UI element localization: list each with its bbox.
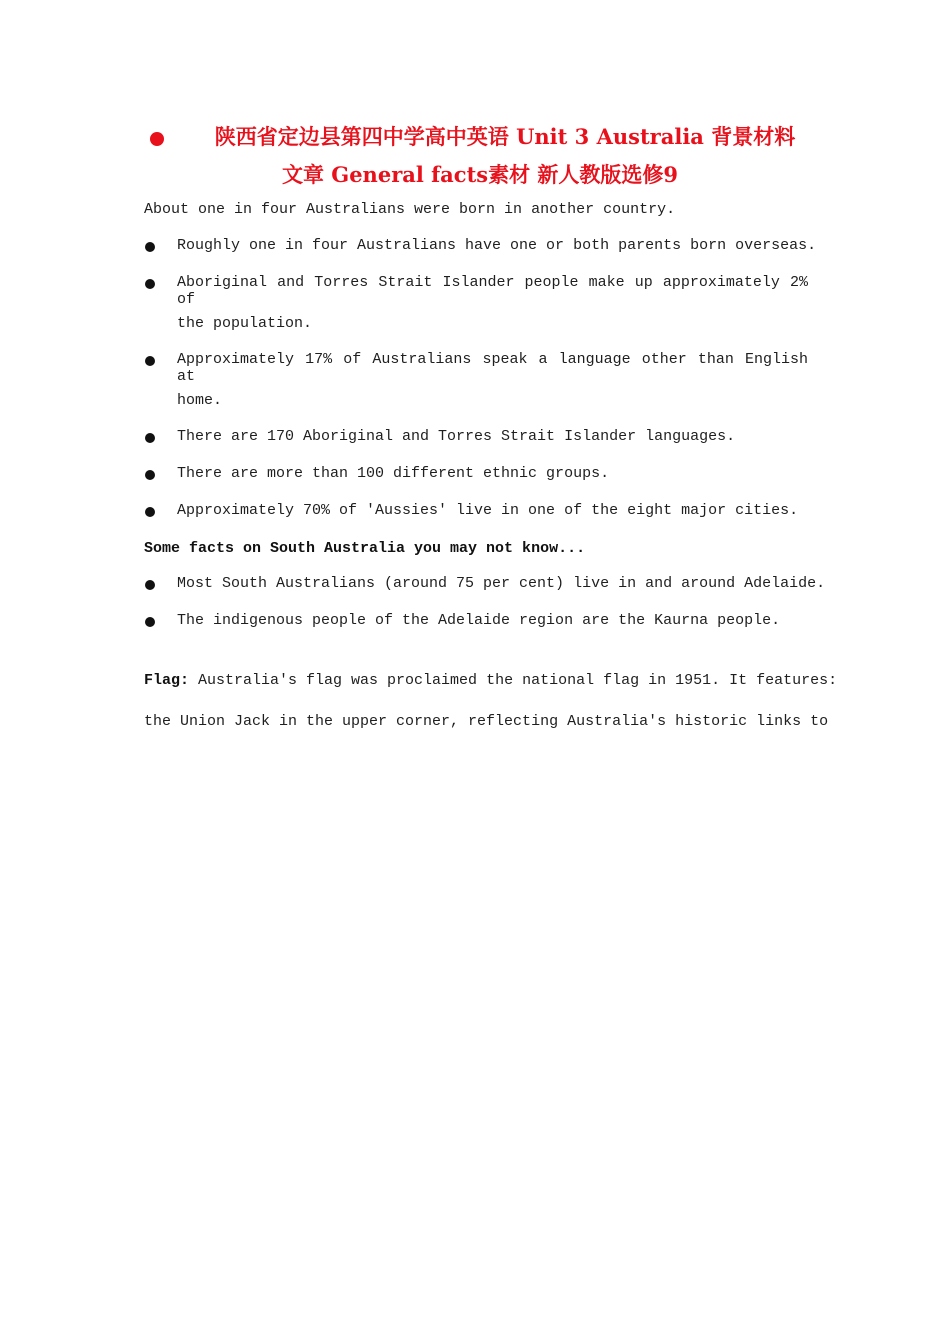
title-line-1: 陕西省定边县第四中学高中英语 Unit 3 Australia 背景材料	[214, 124, 796, 149]
flag-line-2: the Union Jack in the upper corner, reflecting Australia's historic links to	[144, 713, 829, 730]
bullet-icon	[145, 617, 155, 627]
list-item-text: Most South Australians (around 75 per cent) live in and around Adelaide.	[177, 575, 826, 592]
list-item-text: There are 170 Aboriginal and Torres Strait Islander languages.	[177, 428, 736, 445]
bullet-icon	[145, 580, 155, 590]
list-item-text: The indigenous people of the Adelaide region are the Kaurna people.	[177, 612, 781, 629]
bullet-icon	[145, 279, 155, 289]
red-bullet-icon	[150, 132, 164, 146]
flag-line-1	[144, 672, 837, 689]
bullet-icon	[145, 470, 155, 480]
list-item-continuation: home.	[177, 392, 223, 409]
document-title	[140, 118, 820, 194]
bullet-icon	[145, 356, 155, 366]
list-item-text: Approximately 70% of 'Aussies' live in one of the eight major cities.	[177, 502, 799, 519]
list-item-text: Approximately 17% of Australians speak a language other than English at	[177, 351, 808, 385]
flag-text: Australia's flag was proclaimed the national flag in 1951. It features:	[189, 672, 838, 689]
list-item-text: Roughly one in four Australians have one or both parents born overseas.	[177, 237, 817, 254]
list-item-continuation: the population.	[177, 315, 313, 332]
list-item-text: Aboriginal and Torres Strait Islander people make up approximately 2% of	[177, 274, 808, 308]
list-item-text: There are more than 100 different ethnic groups.	[177, 465, 610, 482]
section-heading: Some facts on South Australia you may not know...	[144, 540, 586, 557]
bullet-icon	[145, 433, 155, 443]
flag-label: Flag:	[144, 672, 190, 689]
bullet-icon	[145, 242, 155, 252]
intro-paragraph: About one in four Australians were born in another country.	[144, 201, 676, 218]
bullet-icon	[145, 507, 155, 517]
title-line-2: 文章 General facts素材 新人教版选修9	[281, 162, 679, 187]
